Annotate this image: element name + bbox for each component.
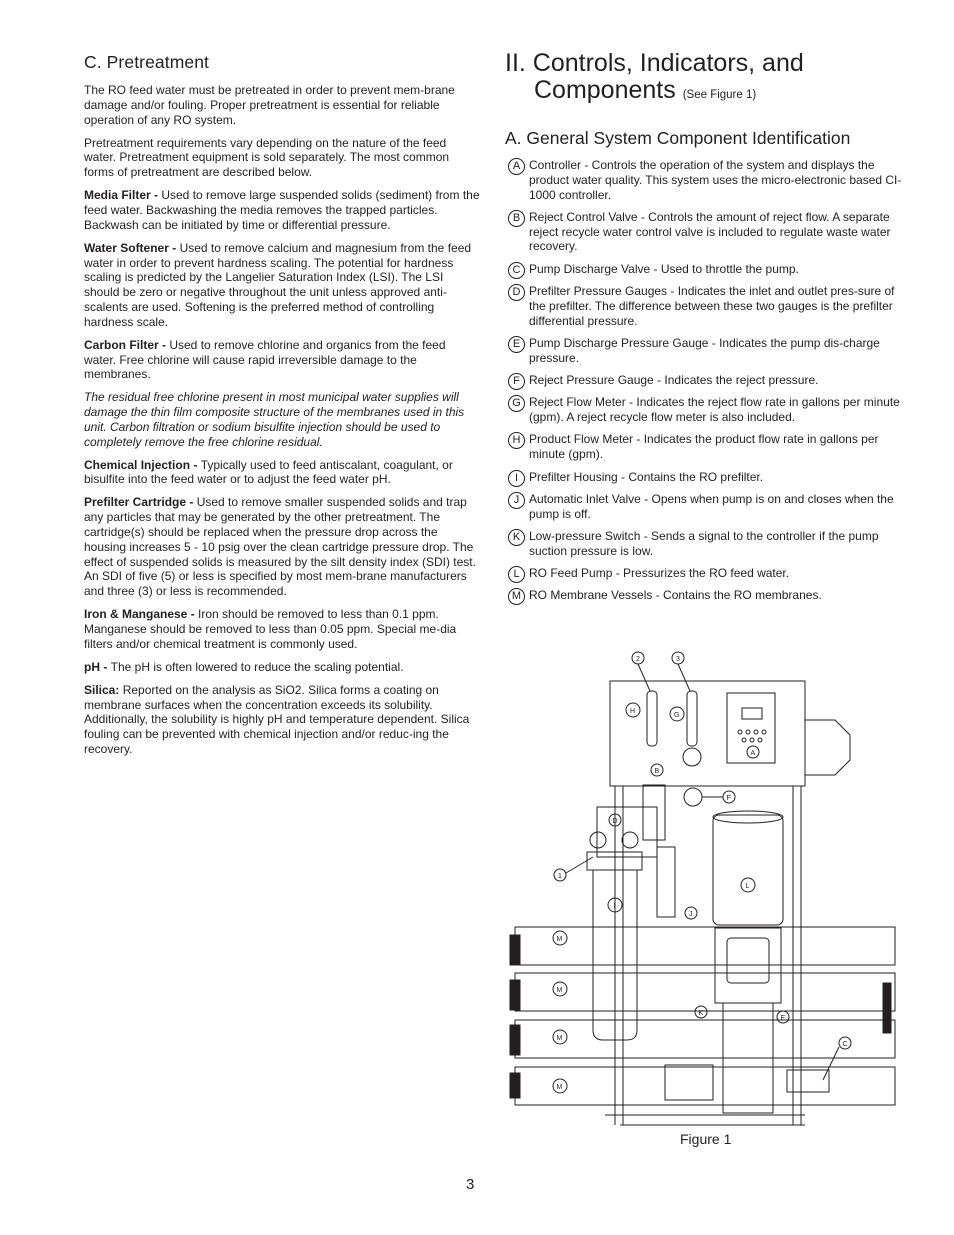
component-text: Prefilter Pressure Gauges - Indicates the inlet and outlet pres-sure of the prefilter. The difference between these two gauges is the prefilter differential pressure. <box>529 284 895 328</box>
component-text: Low-pressure Switch - Sends a signal to the controller if the pump suction pressure is low. <box>529 528 879 558</box>
callout-b-label: B <box>654 768 660 775</box>
component-text: Automatic Inlet Valve - Opens when pump is on and closes when the pump is off. <box>529 491 894 521</box>
callout-m-label: M <box>556 1035 563 1042</box>
prefilter-frame <box>597 807 657 857</box>
ph-text: The pH is often lowered to reduce the scaling potential. <box>110 659 404 674</box>
vessel-end-cap <box>510 1073 520 1098</box>
callout-m-label: M <box>556 987 563 994</box>
component-item <box>505 432 905 462</box>
component-text: Pump Discharge Pressure Gauge - Indicates the pump dis-charge pressure. <box>529 335 880 365</box>
suction-elbow <box>665 1065 713 1100</box>
vessel-end-cap <box>510 1025 520 1055</box>
media-filter-term: Media Filter - <box>84 188 162 203</box>
letter-badge: E <box>508 336 525 353</box>
component-text: Prefilter Housing - Contains the RO prefilter. <box>529 469 764 484</box>
prefilter-gauge-inlet <box>590 832 606 848</box>
media-filter-text: Used to remove large suspended solids (sediment) from the feed water. Backwashing the media removes the trapped particles. Backwash can be initiated by time or differential pressure. <box>84 188 480 232</box>
pretreatment-intro-1: The RO feed water must be pretreated in order to prevent mem-brane damage and/or fouling. Proper pretreatment is essential for reliable operation of any RO system. <box>84 83 455 127</box>
iron-manganese-term: Iron & Manganese - <box>84 607 199 622</box>
pretreatment-intro-2: Pretreatment requirements vary depending on the nature of the feed water. Pretreatment equipment is sold separately. The most common forms of pretreatment are described below. <box>84 135 450 180</box>
letter-badge: H <box>508 432 525 449</box>
leader-line <box>566 857 593 873</box>
ph-paragraph <box>84 660 480 675</box>
component-text: Reject Pressure Gauge - Indicates the reject pressure. <box>529 373 819 388</box>
callout-f-label: F <box>726 795 731 802</box>
component-text: Product Flow Meter - Indicates the product flow rate in gallons per minute (gpm). <box>529 432 879 462</box>
controller-button <box>762 730 766 734</box>
callout-l-label: L <box>745 883 750 890</box>
component-item <box>505 588 905 603</box>
prefilter-gauge-outlet <box>622 832 638 848</box>
controller-button <box>750 738 754 742</box>
callout-h-label: H <box>630 708 636 715</box>
section-title-line1: II. Controls, Indicators, and <box>505 49 804 77</box>
callout-i-label: I <box>613 903 616 910</box>
pump-window <box>727 938 769 983</box>
product-flow-meter <box>647 691 657 746</box>
callout-j-label: J <box>689 911 693 918</box>
silica-term: Silica: <box>84 682 123 697</box>
iron-manganese-paragraph <box>84 607 480 651</box>
component-item <box>505 395 905 425</box>
callout-m-label: M <box>556 1084 563 1091</box>
chemical-injection-paragraph <box>84 458 480 488</box>
component-item <box>505 529 905 559</box>
letter-badge: J <box>508 492 525 509</box>
figure-caption: Figure 1 <box>680 1131 732 1147</box>
ro-membrane-vessel <box>515 973 895 1011</box>
carbon-filter-text: Used to remove chlorine and organics from the feed water. Free chlorine will cause rapid irreversible damage to the membranes. <box>84 337 446 382</box>
letter-badge: B <box>508 210 525 227</box>
component-item <box>505 336 905 366</box>
section-title <box>505 50 905 109</box>
component-item <box>505 284 905 328</box>
prefilter-cartridge-term: Prefilter Cartridge - <box>84 495 197 510</box>
controller-button <box>758 738 762 742</box>
controller-button <box>742 738 746 742</box>
component-text: RO Membrane Vessels - Contains the RO membranes. <box>529 588 822 603</box>
callout-1-label: 1 <box>558 873 562 880</box>
component-item <box>505 470 905 485</box>
reject-flow-meter <box>687 691 697 746</box>
callout-k-label: K <box>698 1010 704 1017</box>
prefilter-cartridge-paragraph <box>84 495 480 599</box>
callout-3-label: 3 <box>676 656 680 663</box>
carbon-filter-paragraph <box>84 338 480 382</box>
iron-manganese-text: Iron should be removed to less than 0.1 ppm. Manganese should be removed to less than 0.05 ppm. Special me-dia filters and/or chemical treatment is commonly used. <box>84 607 457 651</box>
water-softener-term: Water Softener - <box>84 240 180 255</box>
pretreatment-section <box>84 52 480 765</box>
letter-badge: F <box>508 373 525 390</box>
carbon-filter-term: Carbon Filter - <box>84 337 170 352</box>
leader-line <box>823 1047 839 1080</box>
page-number: 3 <box>466 1176 475 1193</box>
section-title-line2: Components <box>534 76 676 104</box>
callout-m-label: M <box>556 936 563 943</box>
component-text: Pump Discharge Valve - Used to throttle the pump. <box>529 261 799 276</box>
controls-section <box>505 50 905 611</box>
section-title-line2-wrap <box>505 77 905 109</box>
callout-e-label: E <box>780 1015 786 1022</box>
pump-motor-cap <box>713 811 783 823</box>
controller-button <box>738 730 742 734</box>
controller-button <box>754 730 758 734</box>
ro-system-illustration <box>505 645 905 1130</box>
reject-control-valve <box>683 748 701 766</box>
letter-badge: L <box>508 566 525 583</box>
letter-badge: M <box>508 588 525 605</box>
callout-g-label: G <box>674 712 680 719</box>
figure-reference: (See Figure 1) <box>682 89 757 101</box>
component-identification-heading: A. General System Component Identification <box>505 128 851 148</box>
control-panel-frame <box>610 681 805 786</box>
motor-housing <box>805 720 850 775</box>
callout-a-label: A <box>750 750 756 757</box>
controller-display <box>742 708 762 719</box>
callout-c-label: C <box>842 1041 848 1048</box>
component-text: Reject Flow Meter - Indicates the reject flow rate in gallons per minute (gpm). A reject recycle flow meter is also included. <box>529 395 900 425</box>
chlorine-note: The residual free chlorine present in most municipal water supplies will damage the thin film composite structure of the membranes used in this unit. Carbon filtration or sodium bisulfite injection should be used to completely remove the free chlorine residual. <box>84 390 465 449</box>
component-item <box>505 262 905 277</box>
ph-term: pH - <box>84 659 111 674</box>
component-item <box>505 492 905 522</box>
ro-membrane-vessel <box>515 1067 895 1105</box>
ro-membrane-vessel <box>515 927 895 965</box>
figure-1-ro-system-drawing <box>505 645 905 1130</box>
component-text: Controller - Controls the operation of the system and displays the product water quality. This system uses the micro-electronic based CI-1000 controller. <box>529 158 902 202</box>
silica-text: Reported on the analysis as SiO2. Silica forms a coating on membrane surfaces when the concentration exceeds its solubility. Additionally, the solubility is highly pH and temperature dependent. Silica fouling can be prevented with chemical injection and/or reduc-ing the recovery. <box>84 682 470 756</box>
component-item <box>505 373 905 388</box>
chemical-injection-pipe <box>643 785 665 840</box>
component-text: RO Feed Pump - Pressurizes the RO feed water. <box>529 566 790 581</box>
callout-2-label: 2 <box>636 656 640 663</box>
water-softener-paragraph <box>84 241 480 330</box>
component-list <box>505 158 905 603</box>
vessel-end-cap <box>883 983 891 1033</box>
chemical-injection-term: Chemical Injection - <box>84 457 201 472</box>
letter-badge: C <box>508 262 525 279</box>
silica-paragraph <box>84 683 480 757</box>
component-item <box>505 210 905 254</box>
leader-line <box>678 664 690 691</box>
vessel-end-cap <box>510 980 520 1010</box>
prefilter-cartridge-text: Used to remove smaller suspended solids and trap any particles that may be generated by the other pretreatment. The cartridge(s) should be replaced when the pressure drop across the housing increases 5 - 10 psig over the clean cartridge pressure drop. The effect of suspended solids is measured by the silt density index (SDI) test. An SDI of five (5) or less is specified by most mem-brane manufacturers and three (3) or less is recommended. <box>84 495 476 599</box>
controller-button <box>746 730 750 734</box>
callout-d-label: D <box>612 818 618 825</box>
letter-badge: A <box>508 158 525 175</box>
chemical-injection-text: Typically used to feed antiscalant, coagulant, or bisulfite into the feed water or to adjust the feed water pH. <box>84 457 453 487</box>
letter-badge: K <box>508 529 525 546</box>
media-filter-paragraph <box>84 188 480 232</box>
letter-badge: D <box>508 284 525 301</box>
component-item <box>505 566 905 581</box>
vessel-end-cap <box>510 935 520 965</box>
letter-badge: I <box>508 470 525 487</box>
leader-line <box>638 664 650 691</box>
reject-pressure-gauge <box>684 788 702 806</box>
ro-membrane-vessel <box>515 1020 895 1058</box>
letter-badge: G <box>508 395 525 412</box>
pretreatment-heading: C. Pretreatment <box>84 52 210 72</box>
component-text: Reject Control Valve - Controls the amount of reject flow. A separate reject recycle water control valve is included to regulate waste water recovery. <box>529 209 891 254</box>
ro-feed-pump-motor <box>713 815 783 925</box>
component-item <box>505 158 905 202</box>
water-softener-text: Used to remove calcium and magnesium from the feed water in order to prevent hardness scaling. The potential for hardness scaling is predicted by the Langelier Saturation Index (LSI). The LSI should be zero or negative throughout the unit unless approved anti-scalents are used. Softening is the preferred method of controlling hardness scale. <box>84 240 472 329</box>
inlet-pipe <box>657 847 675 917</box>
